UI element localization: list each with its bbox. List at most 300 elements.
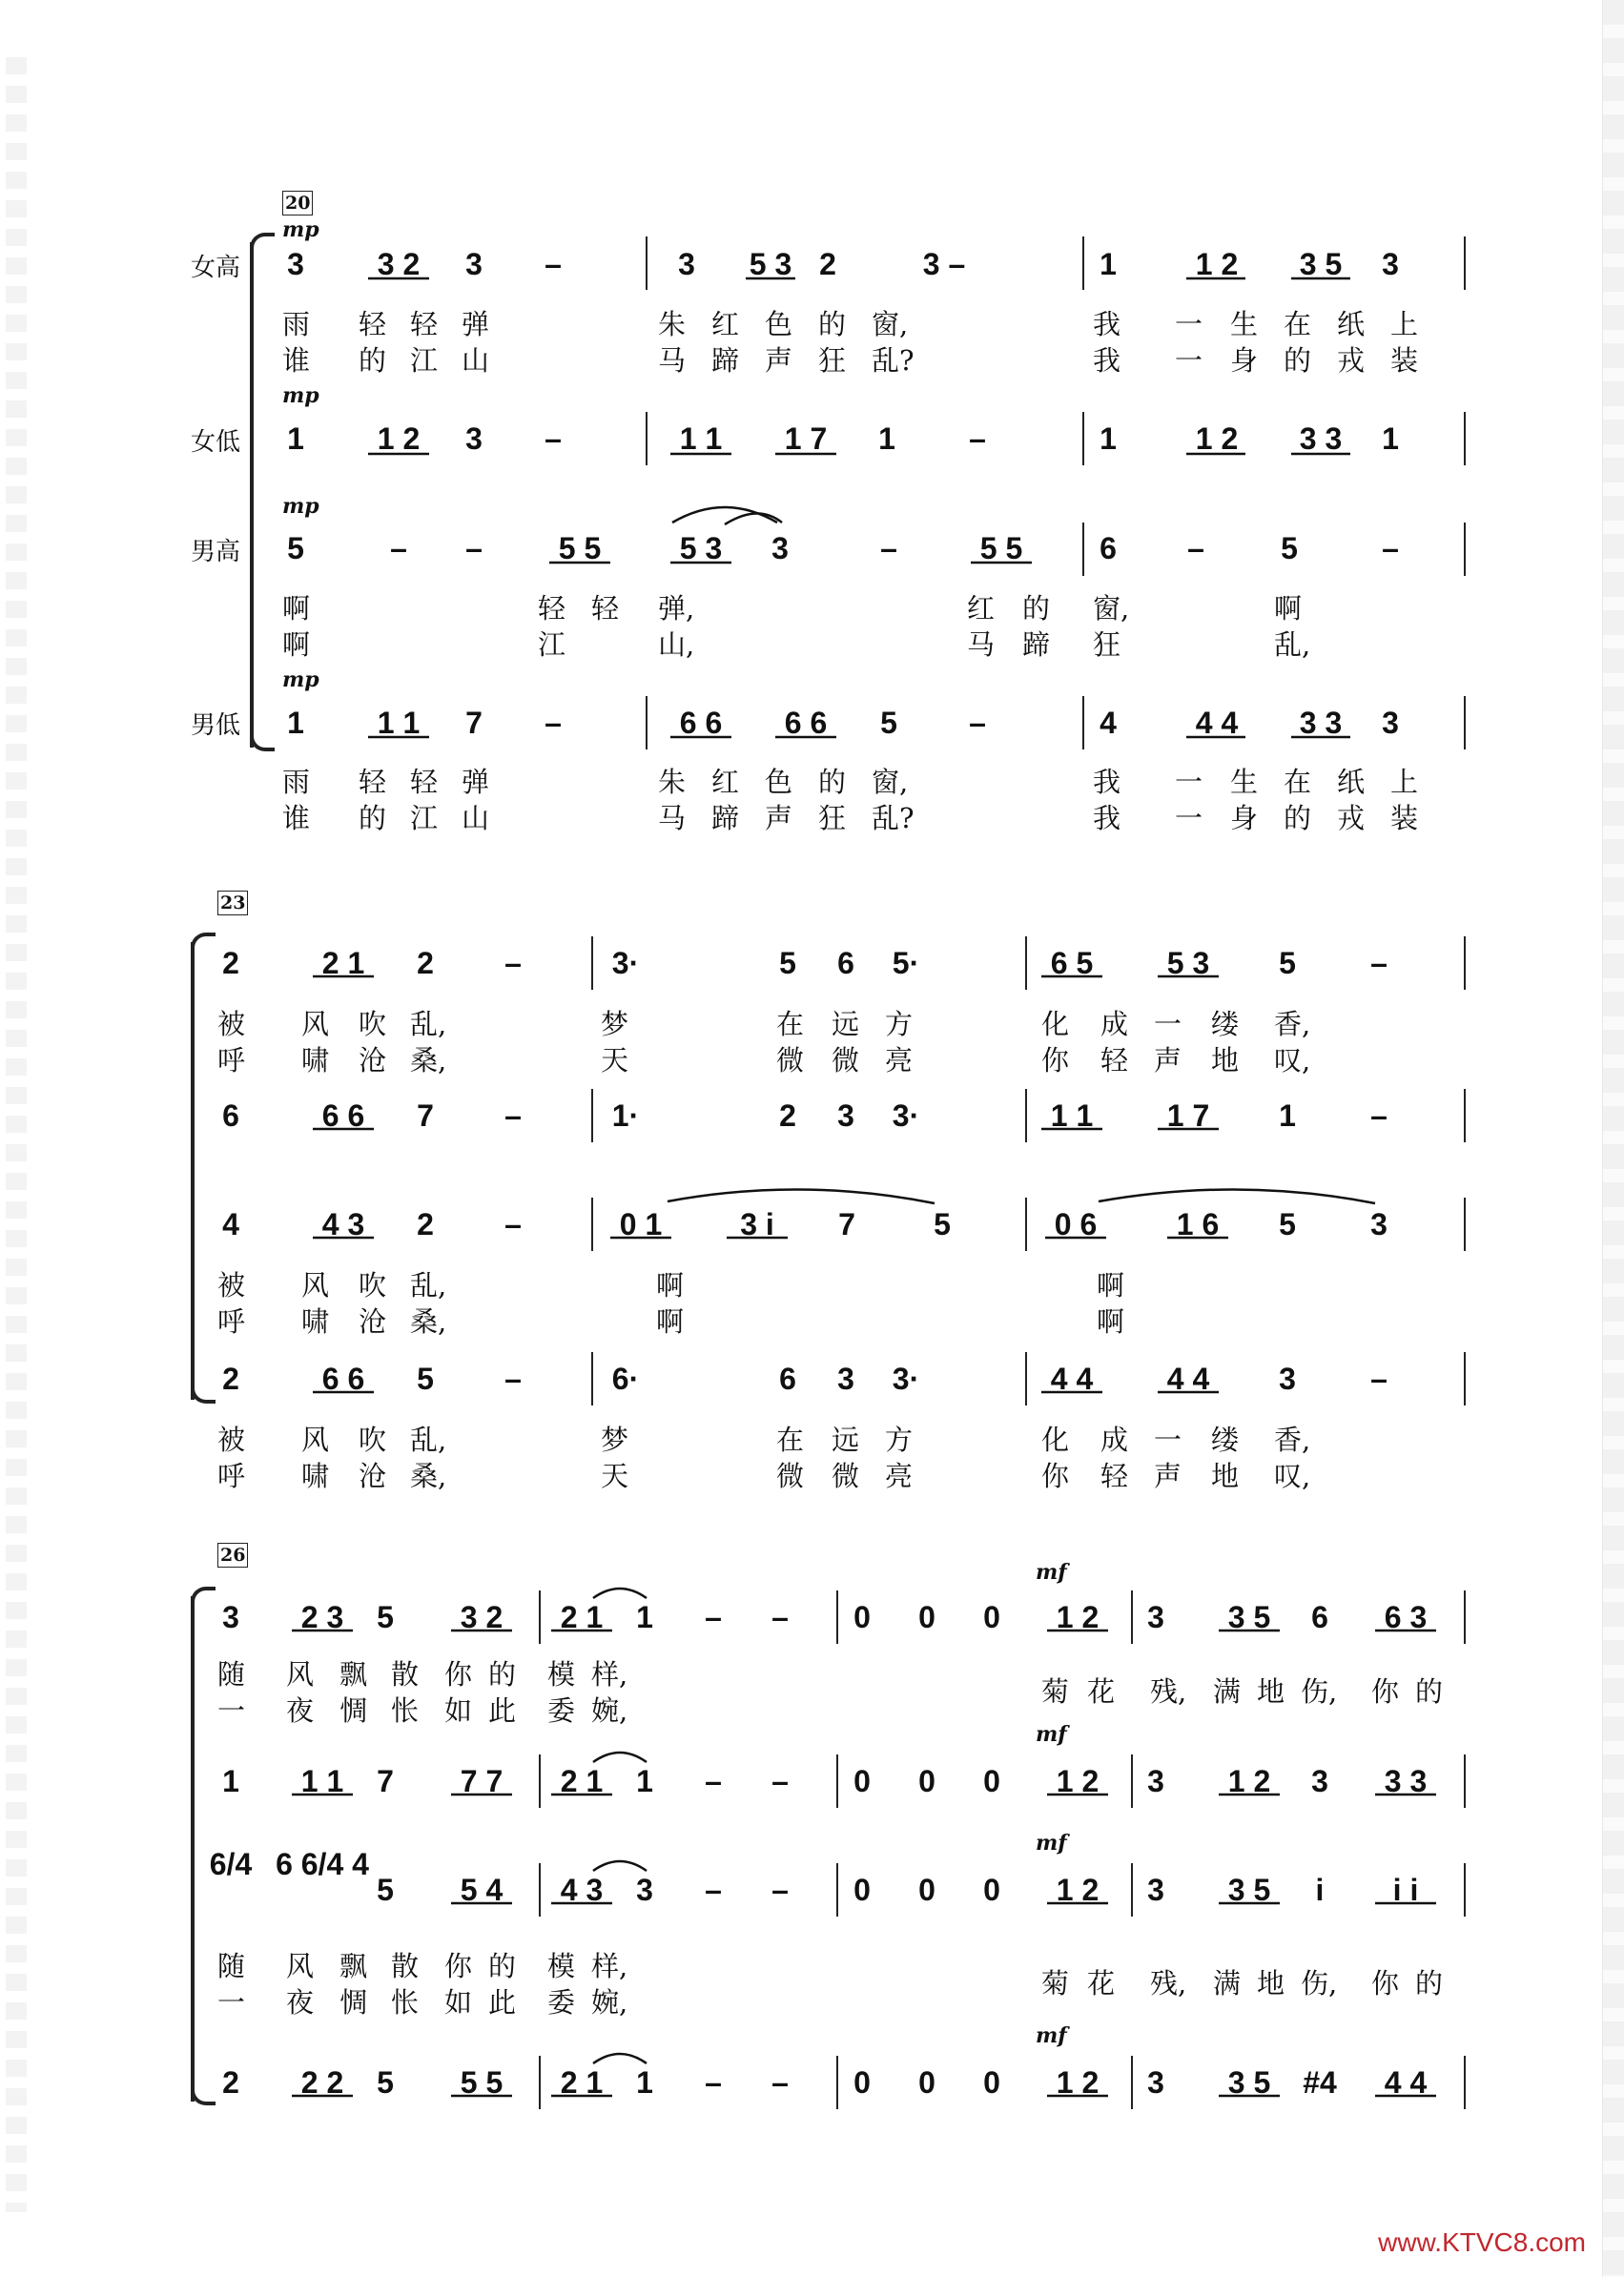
lyric: 天 <box>601 1460 629 1492</box>
lyric: 模 <box>547 1950 576 1982</box>
lyric: 狂 <box>1093 628 1121 661</box>
barline <box>1082 523 1084 576</box>
note-group: 1 7 <box>1166 1098 1210 1133</box>
barline <box>1082 236 1084 290</box>
note-group: 6 5 <box>1050 946 1094 980</box>
lyric: 轻 <box>1100 1044 1129 1077</box>
lyric: 如 <box>444 1986 473 2019</box>
lyric: 蹄 <box>711 802 740 834</box>
note-group: 3 5 <box>1227 1600 1271 1634</box>
note: 3 <box>1147 2065 1164 2100</box>
note-group: 3 3 <box>1299 706 1343 740</box>
note-group: 4 4 <box>1166 1362 1210 1396</box>
barline <box>591 1198 593 1251</box>
note-group: 6 6 <box>784 706 828 740</box>
lyric: 乱, <box>410 1008 447 1040</box>
lyric: 亮 <box>885 1044 914 1077</box>
bass-staff <box>0 702 1624 744</box>
lyric: 谁 <box>282 344 311 377</box>
note: 3 <box>678 247 695 281</box>
barline <box>836 1863 838 1917</box>
measure-number: 26 <box>217 1543 248 1568</box>
note: 5 <box>934 1207 951 1241</box>
lyric: 在 <box>1284 766 1312 798</box>
note: 3· <box>892 1362 920 1396</box>
lyric: 散 <box>391 1658 420 1691</box>
lyric: 随 <box>217 1950 246 1982</box>
note-group: 2 3 <box>300 1600 344 1634</box>
lyric: 江 <box>538 628 566 661</box>
tenor-staff <box>0 1847 1624 1911</box>
lyric: 轻 <box>1100 1460 1129 1492</box>
lyric: 啊 <box>282 592 311 625</box>
lyric: 散 <box>391 1950 420 1982</box>
lyric: 满 <box>1213 1675 1242 1708</box>
lyric: 梦 <box>601 1008 629 1040</box>
note-group: 5 3 <box>749 247 792 281</box>
note: – <box>705 1600 722 1634</box>
lyric: 声 <box>765 344 793 377</box>
note: 4 <box>1100 706 1117 740</box>
note-group: 3 i <box>740 1207 774 1241</box>
lyric: 吹 <box>359 1269 387 1302</box>
note: 0 <box>918 1764 935 1798</box>
note-group: 0 1 <box>619 1207 663 1241</box>
lyric: 沧 <box>359 1460 387 1492</box>
lyric: 风 <box>301 1008 330 1040</box>
lyric: 你 <box>1371 1675 1400 1708</box>
note: 3 <box>1370 1207 1388 1241</box>
lyric: 微 <box>776 1044 805 1077</box>
note: – <box>880 531 897 565</box>
note-group: 5 5 <box>979 531 1023 565</box>
tenor-staff <box>0 527 1624 569</box>
barline <box>1464 1590 1466 1644</box>
note: 1 <box>636 1764 653 1798</box>
note: 2 <box>222 946 239 980</box>
lyric: 声 <box>1154 1460 1182 1492</box>
barline <box>1464 936 1466 990</box>
note-group: 1 1 <box>377 706 421 740</box>
lyric: 地 <box>1211 1460 1240 1492</box>
note: 3· <box>611 946 640 980</box>
note: 7 <box>838 1207 855 1241</box>
lyric: 装 <box>1390 802 1419 834</box>
note: 3 <box>222 1600 239 1634</box>
note: 1 <box>287 706 304 740</box>
note: – <box>504 946 522 980</box>
lyric: 的 <box>488 1658 517 1691</box>
lyric: 梦 <box>601 1424 629 1456</box>
lyric: 桑, <box>410 1044 447 1077</box>
barline <box>1025 1089 1027 1142</box>
lyric: 你 <box>444 1950 473 1982</box>
lyric: 被 <box>217 1269 246 1302</box>
bass-staff <box>0 1358 1624 1400</box>
note: – <box>545 247 562 281</box>
lyric: 此 <box>488 1986 517 2019</box>
note-group: 4 4 <box>1195 706 1239 740</box>
note: 3 <box>1279 1362 1296 1396</box>
note: 0 <box>853 1764 871 1798</box>
lyric: 风 <box>286 1658 315 1691</box>
note-group: 4 4 <box>1384 2065 1428 2100</box>
lyric: 纸 <box>1337 766 1366 798</box>
note: – <box>969 706 986 740</box>
note-group: 1 2 <box>1056 1873 1100 1907</box>
barline <box>1464 236 1466 290</box>
lyric: 被 <box>217 1424 246 1456</box>
note: 7 <box>417 1098 434 1133</box>
note-group: 2 1 <box>321 946 365 980</box>
note: 2 <box>417 946 434 980</box>
note-group: 1 2 <box>377 421 421 456</box>
lyric: 在 <box>776 1008 805 1040</box>
lyric: 的 <box>818 308 847 340</box>
note: 1 <box>1382 421 1399 456</box>
lyric: 啊 <box>1274 592 1303 625</box>
lyric: 天 <box>601 1044 629 1077</box>
note: 5 <box>417 1362 434 1396</box>
lyric: 桑, <box>410 1460 447 1492</box>
note: – <box>390 531 407 565</box>
system-bracket <box>250 242 254 748</box>
note: – <box>1370 1362 1388 1396</box>
note: 5 <box>377 1873 394 1907</box>
note: 1 <box>1100 421 1117 456</box>
lyric: 乱? <box>872 802 915 834</box>
lyric: 声 <box>1154 1044 1182 1077</box>
note-group: 1 2 <box>1056 1764 1100 1798</box>
lyric: 成 <box>1100 1424 1129 1456</box>
lyric: 马 <box>658 802 687 834</box>
lyric: 婉, <box>591 1986 628 2019</box>
lyric: 戎 <box>1337 802 1366 834</box>
note: 5 <box>1279 946 1296 980</box>
note: 3 <box>287 247 304 281</box>
note: 3 <box>1382 247 1399 281</box>
note: – <box>504 1207 522 1241</box>
lyric: 朱 <box>658 766 687 798</box>
note-group: 6 6 <box>679 706 723 740</box>
note: 6 <box>779 1362 796 1396</box>
lyric: 被 <box>217 1008 246 1040</box>
system-bracket <box>191 942 195 1400</box>
alto-staff <box>0 1095 1624 1137</box>
note: – <box>771 1600 789 1634</box>
note: – <box>705 1764 722 1798</box>
barline <box>1131 1754 1133 1808</box>
lyric: 上 <box>1390 766 1419 798</box>
note-group: 2 1 <box>560 2065 604 2100</box>
lyric: 狂 <box>818 802 847 834</box>
lyric: 伤, <box>1301 1967 1338 2000</box>
lyric: 窗, <box>1093 592 1130 625</box>
note: 3 <box>771 531 789 565</box>
lyric: 窗, <box>872 766 909 798</box>
note: i <box>1315 1873 1325 1907</box>
lyric: 啸 <box>301 1044 330 1077</box>
lyric: 残, <box>1150 1675 1187 1708</box>
dynamic-mf: mf <box>1036 1722 1067 1747</box>
lyric: 山 <box>462 802 490 834</box>
lyric: 地 <box>1257 1967 1285 2000</box>
barline <box>1464 523 1466 576</box>
lyric: 乱, <box>1274 628 1311 661</box>
note: 6 <box>1100 531 1117 565</box>
lyric: 山 <box>462 344 490 377</box>
lyric: 化 <box>1041 1008 1070 1040</box>
note: #4 <box>1303 2065 1337 2100</box>
lyric: 惆 <box>339 1694 368 1727</box>
note: 0 <box>853 2065 871 2100</box>
lyric: 方 <box>885 1424 914 1456</box>
lyric: 弹 <box>462 766 490 798</box>
note: 1 <box>878 421 895 456</box>
barline <box>1464 2056 1466 2109</box>
lyric: 你 <box>1041 1044 1070 1077</box>
lyric: 一 <box>1175 802 1203 834</box>
dynamic-mp: mp <box>282 494 319 519</box>
note: – <box>1187 531 1204 565</box>
lyric: 啊 <box>1097 1269 1125 1302</box>
lyric: 在 <box>776 1424 805 1456</box>
lyric: 呼 <box>217 1460 246 1492</box>
soprano-staff <box>0 942 1624 984</box>
note: – <box>771 1764 789 1798</box>
lyric: 一 <box>1154 1008 1182 1040</box>
note: 1· <box>611 1098 640 1133</box>
lyric: 委 <box>547 1986 576 2019</box>
voice-label-alto: 女低 <box>191 428 241 457</box>
lyric: 惆 <box>339 1986 368 2019</box>
barline <box>591 1089 593 1142</box>
lyric: 我 <box>1093 344 1121 377</box>
lyric: 一 <box>217 1986 246 2019</box>
lyric: 夜 <box>286 1986 315 2019</box>
lyric: 飘 <box>339 1658 368 1691</box>
barline <box>1082 696 1084 749</box>
lyric: 狂 <box>818 344 847 377</box>
lyric: 香, <box>1274 1424 1311 1456</box>
lyric: 生 <box>1230 308 1259 340</box>
note: 1 <box>1279 1098 1296 1133</box>
lyric: 伤, <box>1301 1675 1338 1708</box>
note: 2 <box>779 1098 796 1133</box>
note: 0 <box>983 1873 1000 1907</box>
note: 3 <box>636 1873 653 1907</box>
note: 4 <box>222 1207 239 1241</box>
note: 0 <box>853 1600 871 1634</box>
lyric: 谁 <box>282 802 311 834</box>
lyric: 样, <box>591 1950 628 1982</box>
note-group: 1 6 <box>1176 1207 1220 1241</box>
barline <box>539 1754 541 1808</box>
note: 1 <box>287 421 304 456</box>
lyric: 江 <box>410 344 439 377</box>
note: 5 <box>779 946 796 980</box>
lyric: 轻 <box>591 592 620 625</box>
lyric: 你 <box>444 1658 473 1691</box>
lyric: 的 <box>1022 592 1051 625</box>
lyric: 纸 <box>1337 308 1366 340</box>
barline <box>836 1754 838 1808</box>
lyric: 婉, <box>591 1694 628 1727</box>
note: 5 <box>880 706 897 740</box>
lyric: 风 <box>286 1950 315 1982</box>
note: 2 <box>819 247 836 281</box>
note-group: 5 3 <box>1166 946 1210 980</box>
lyric: 微 <box>776 1460 805 1492</box>
lyric: 委 <box>547 1694 576 1727</box>
lyric: 啊 <box>656 1305 685 1338</box>
barline <box>1025 936 1027 990</box>
lyric: 的 <box>818 766 847 798</box>
note: 1 <box>222 1764 239 1798</box>
dynamic-mp: mp <box>282 667 319 692</box>
lyric: 江 <box>410 802 439 834</box>
lyric: 随 <box>217 1658 246 1691</box>
lyric: 身 <box>1230 802 1259 834</box>
lyric: 方 <box>885 1008 914 1040</box>
note-group: 6 3 <box>1384 1600 1428 1634</box>
note: – <box>1370 946 1388 980</box>
lyric: 如 <box>444 1694 473 1727</box>
lyric: 乱, <box>410 1269 447 1302</box>
note: 5 <box>1281 531 1298 565</box>
note-group: 3 3 <box>1384 1764 1428 1798</box>
note-group: 5 3 <box>679 531 723 565</box>
lyric: 的 <box>359 344 387 377</box>
lyric: 成 <box>1100 1008 1129 1040</box>
lyric: 啊 <box>1097 1305 1125 1338</box>
lyric: 你 <box>1371 1967 1400 2000</box>
note: 6 <box>1311 1600 1328 1634</box>
lyric: 生 <box>1230 766 1259 798</box>
lyric: 菊 <box>1041 1675 1070 1708</box>
lyric: 微 <box>832 1460 860 1492</box>
lyric: 花 <box>1087 1967 1116 2000</box>
lyric: 朱 <box>658 308 687 340</box>
lyric: 夜 <box>286 1694 315 1727</box>
barline <box>1131 1863 1133 1917</box>
note-group: 2 1 <box>560 1600 604 1634</box>
barline <box>836 1590 838 1644</box>
note: – <box>771 1873 789 1907</box>
lyric: 我 <box>1093 766 1121 798</box>
lyric: 的 <box>1284 802 1312 834</box>
lyric: 沧 <box>359 1044 387 1077</box>
note-group: 1 2 <box>1227 1764 1271 1798</box>
lyric: 的 <box>359 802 387 834</box>
note: 0 <box>918 1600 935 1634</box>
lyric: 我 <box>1093 308 1121 340</box>
note: 6· <box>611 1362 640 1396</box>
note: 0 <box>983 2065 1000 2100</box>
lyric: 上 <box>1390 308 1419 340</box>
lyric: 亮 <box>885 1460 914 1492</box>
lyric: 一 <box>217 1694 246 1727</box>
lyric: 声 <box>765 802 793 834</box>
note: 3 <box>837 1098 854 1133</box>
lyric: 轻 <box>410 308 439 340</box>
note-group: 6 6 <box>321 1362 365 1396</box>
note-group: 4 4 <box>1050 1362 1094 1396</box>
lyric: 飘 <box>339 1950 368 1982</box>
lyric: 叹, <box>1274 1460 1311 1492</box>
voice-label-bass: 男低 <box>191 711 241 740</box>
lyric: 一 <box>1175 344 1203 377</box>
note: – <box>545 421 562 456</box>
lyric: 残, <box>1150 1967 1187 2000</box>
note: 0 <box>918 1873 935 1907</box>
note: 3 <box>1147 1600 1164 1634</box>
note: 3 <box>1382 706 1399 740</box>
barline <box>1464 412 1466 465</box>
barline <box>1131 2056 1133 2109</box>
barline <box>591 936 593 990</box>
lyric: 红 <box>967 592 996 625</box>
note-group: 3 5 <box>1227 2065 1271 2100</box>
note: – <box>1382 531 1399 565</box>
lyric: 呼 <box>217 1044 246 1077</box>
note: – <box>1370 1098 1388 1133</box>
barline <box>1464 1352 1466 1405</box>
dynamic-mf: mf <box>1036 2023 1067 2048</box>
lyric: 的 <box>1415 1967 1444 2000</box>
lyric: 化 <box>1041 1424 1070 1456</box>
system-bracket <box>191 1596 195 2102</box>
note-group: 2 2 <box>300 2065 344 2100</box>
note: 2 <box>417 1207 434 1241</box>
lyric: 菊 <box>1041 1967 1070 2000</box>
lyric: 一 <box>1175 308 1203 340</box>
note: 5 <box>287 531 304 565</box>
lyric: 蹄 <box>1022 628 1051 661</box>
dynamic-mp: mp <box>282 383 319 408</box>
lyric: 远 <box>832 1008 860 1040</box>
note: 1 <box>1100 247 1117 281</box>
tenor-staff <box>0 1203 1624 1245</box>
lyric: 轻 <box>359 308 387 340</box>
note: 3 <box>1147 1873 1164 1907</box>
note: 5 <box>377 2065 394 2100</box>
note: 0 <box>983 1600 1000 1634</box>
dynamic-mf: mf <box>1036 1560 1067 1585</box>
note: – <box>705 1873 722 1907</box>
measure-number: 23 <box>217 891 248 915</box>
note-group: 3 2 <box>460 1600 504 1634</box>
lyric: 轻 <box>359 766 387 798</box>
lyric: 红 <box>711 308 740 340</box>
lyric: 此 <box>488 1694 517 1727</box>
note-group: 3 3 <box>1299 421 1343 456</box>
note-group: 5 5 <box>460 2065 504 2100</box>
note: 5 <box>1279 1207 1296 1241</box>
note-group: 1 7 <box>784 421 828 456</box>
lyric: 桑, <box>410 1305 447 1338</box>
soprano-staff <box>0 243 1624 285</box>
barline <box>591 1352 593 1405</box>
barline <box>539 1590 541 1644</box>
lyric: 一 <box>1154 1424 1182 1456</box>
lyric: 乱? <box>872 344 915 377</box>
lyric: 的 <box>1284 344 1312 377</box>
note-group: i i <box>1392 1873 1419 1907</box>
lyric: 啸 <box>301 1460 330 1492</box>
lyric: 微 <box>832 1044 860 1077</box>
barline <box>1025 1198 1027 1251</box>
